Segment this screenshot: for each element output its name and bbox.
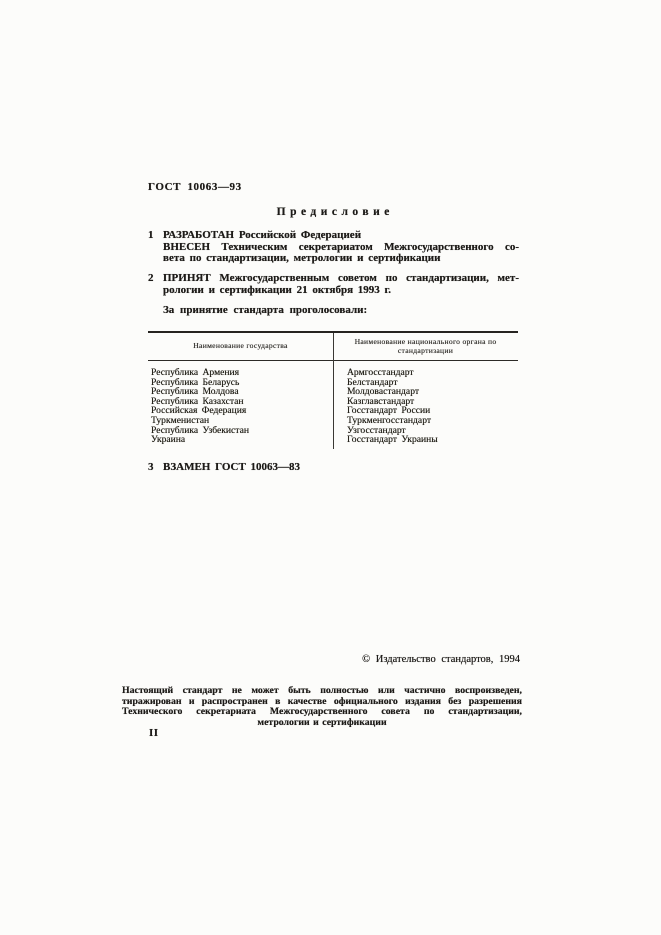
country-cell: Российская Федерация (151, 406, 247, 416)
document-code: ГОСТ 10063—93 (148, 181, 242, 193)
notice-line: Настоящий стандарт не может быть полностью или частично воспроизведен, (122, 685, 522, 696)
body-cell: Госстандарт Украины (347, 435, 438, 445)
body-cell: Казглавстандарт (347, 396, 415, 407)
body-cell: Туркменгосстандарт (347, 415, 432, 426)
copyright-line: © Издательство стандартов, 1994 (362, 654, 520, 665)
column-header-body: Наименование национального органа по стандартизации (354, 336, 497, 355)
table-column-divider (333, 333, 334, 449)
preface-item-1 (148, 230, 519, 265)
country-cell: Республика Армения (151, 368, 240, 378)
body-cell: Узгосстандарт (347, 425, 406, 436)
body-cell: Белстандарт (347, 377, 398, 388)
page-number: II (149, 727, 159, 739)
body-cell: Армгосстандарт (347, 368, 414, 378)
body-cell: Молдовастандарт (347, 387, 420, 397)
body-cell: Госстандарт России (347, 406, 431, 416)
notice-line: тиражирован и распространен в качестве официального издания без разрешения (122, 695, 522, 707)
item-text (163, 230, 519, 265)
reproduction-notice (122, 686, 522, 728)
country-cell: Республика Беларусь (151, 377, 240, 388)
country-cell: Республика Узбекистан (151, 425, 250, 436)
item-number: 3 (148, 461, 154, 473)
item-line: ВНЕСЕН Техническим секретариатом Межгосударственного со- (163, 240, 519, 253)
item-number: 2 (148, 272, 154, 284)
item-line: рологии и сертификации 21 октября 1993 г. (163, 283, 392, 296)
notice-line: Технического секретариата Межгосударственного совета по стандартизации, (122, 706, 522, 717)
country-cell: Туркменистан (151, 415, 210, 426)
item-text (163, 273, 519, 296)
country-cell: Республика Молдова (151, 387, 239, 397)
country-cell: Украина (151, 435, 186, 445)
item-line: РАЗРАБОТАН Российской Федерацией (163, 229, 362, 241)
item-line: ВЗАМЕН ГОСТ 10063—83 (163, 461, 301, 473)
vote-table (148, 331, 518, 449)
item-text (163, 462, 519, 474)
item-number: 1 (148, 229, 154, 241)
preface-item-2 (148, 273, 519, 296)
voting-intro: За принятие стандарта проголосовали: (163, 304, 368, 316)
item-line: вета по стандартизации, метрологии и сертификации (163, 252, 441, 265)
preface-item-3 (148, 462, 519, 474)
notice-line: метрологии и сертификации (257, 716, 387, 728)
column-header-country: Наименование государства (193, 341, 288, 351)
country-cell: Республика Казахстан (151, 396, 244, 407)
item-line: ПРИНЯТ Межгосударственным советом по стандартизации, мет- (163, 272, 519, 284)
page-title: Предисловие (276, 206, 394, 218)
